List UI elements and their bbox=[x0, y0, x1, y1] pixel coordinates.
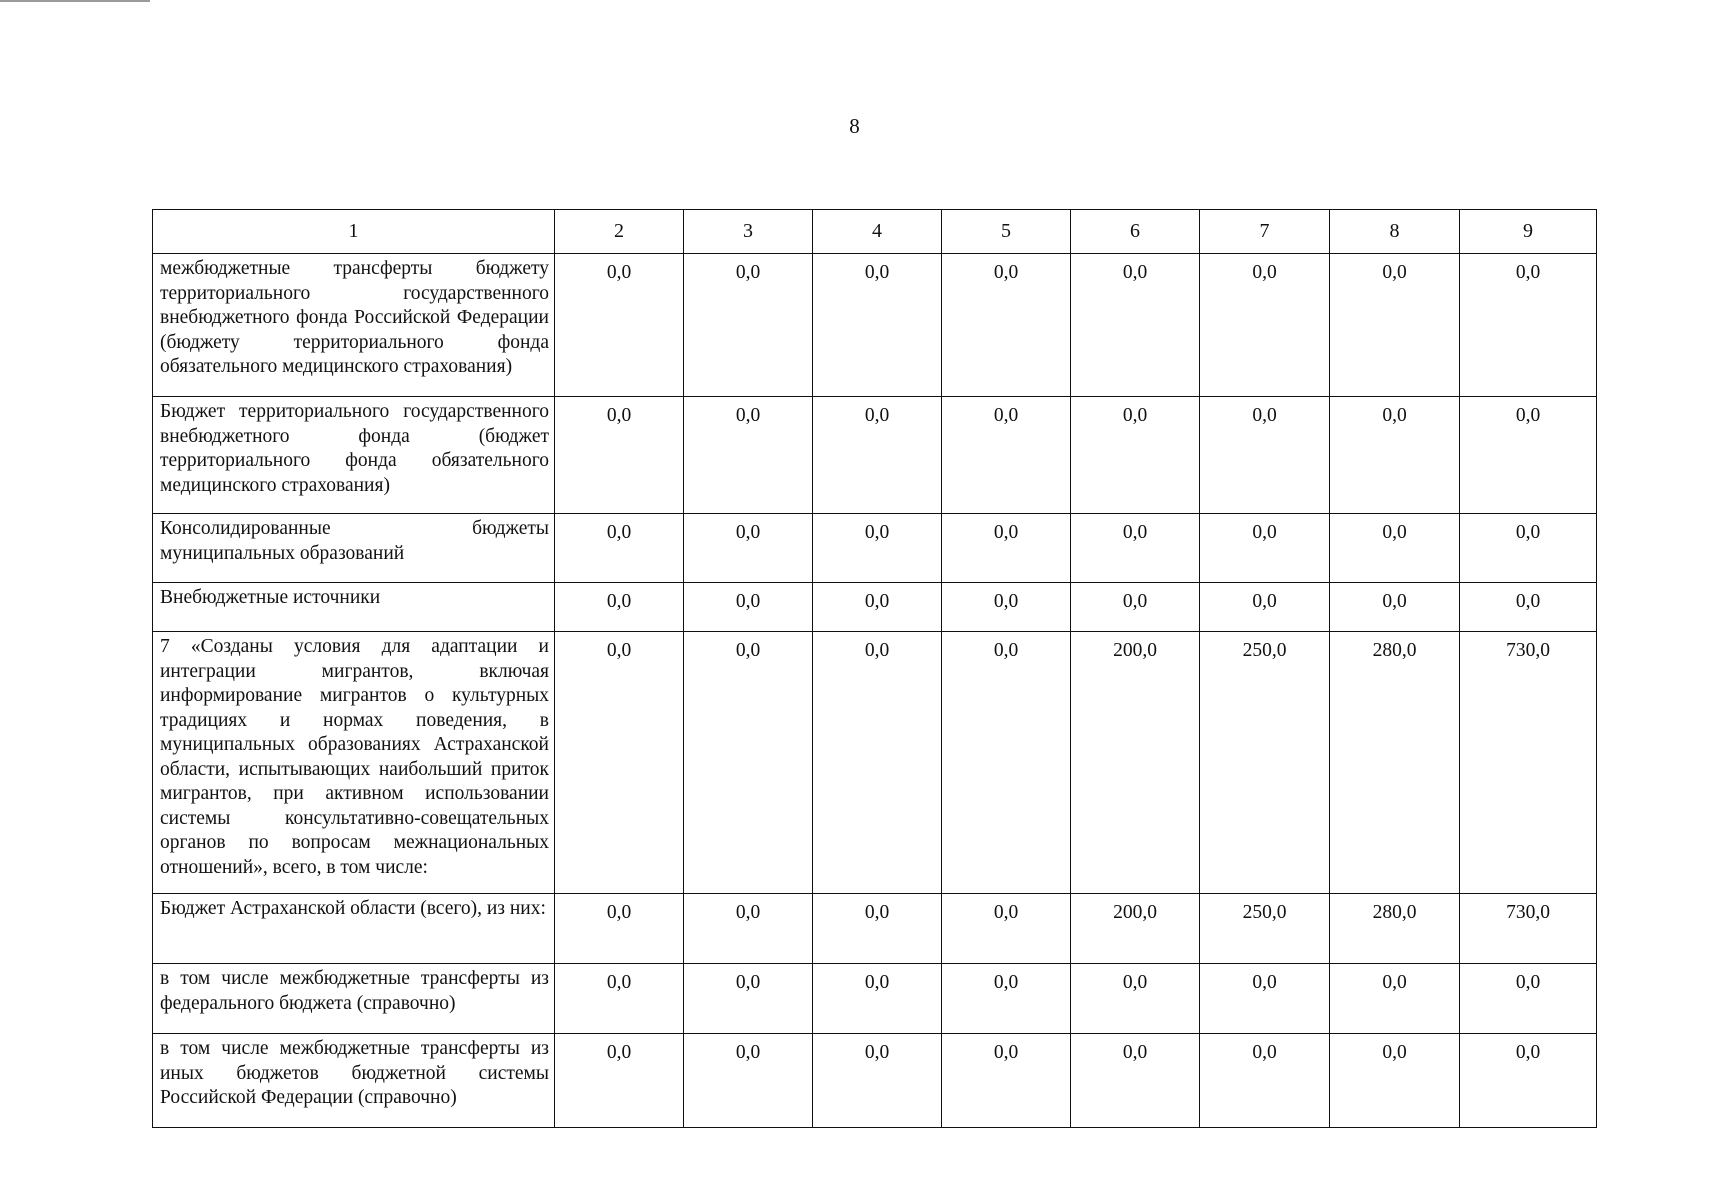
table-cell: 0,0 bbox=[555, 632, 684, 894]
table-header-row bbox=[153, 210, 1597, 254]
table-cell: 0,0 bbox=[555, 514, 684, 583]
table-row bbox=[153, 964, 1597, 1034]
table-cell: 0,0 bbox=[555, 583, 684, 632]
table-cell: 0,0 bbox=[1200, 964, 1330, 1034]
table-cell: 0,0 bbox=[942, 514, 1071, 583]
table-cell: 0,0 bbox=[1071, 964, 1200, 1034]
table-cell: 0,0 bbox=[813, 1034, 942, 1128]
table-cell: 0,0 bbox=[813, 514, 942, 583]
table-cell: 0,0 bbox=[684, 964, 813, 1034]
row-label: межбюджетные трансферты бюджету территориального государственного внебюджетного фонда Российской Федерации (бюджету территориального фонда обязательного медицинского страхования) bbox=[153, 254, 555, 397]
table-cell: 0,0 bbox=[1200, 397, 1330, 514]
table-cell: 280,0 bbox=[1330, 894, 1460, 964]
table-cell: 0,0 bbox=[1200, 514, 1330, 583]
table-cell: 0,0 bbox=[1071, 583, 1200, 632]
table-cell: 0,0 bbox=[1460, 964, 1597, 1034]
budget-table bbox=[152, 209, 1597, 1128]
row-label: Бюджет территориального государственного внебюджетного фонда (бюджет территориального фонда обязательного медицинского страхования) bbox=[153, 397, 555, 514]
table-cell: 0,0 bbox=[1071, 254, 1200, 397]
table-cell: 0,0 bbox=[555, 1034, 684, 1128]
table-cell: 250,0 bbox=[1200, 894, 1330, 964]
table-cell: 0,0 bbox=[1460, 1034, 1597, 1128]
table-cell: 730,0 bbox=[1460, 632, 1597, 894]
table-row bbox=[153, 894, 1597, 964]
table-cell: 0,0 bbox=[1330, 514, 1460, 583]
column-header: 2 bbox=[555, 210, 684, 254]
table-cell: 0,0 bbox=[1460, 254, 1597, 397]
table-row bbox=[153, 397, 1597, 514]
page-number: 8 bbox=[849, 114, 860, 138]
column-header: 7 bbox=[1200, 210, 1330, 254]
table-cell: 0,0 bbox=[1460, 583, 1597, 632]
column-header: 9 bbox=[1460, 210, 1597, 254]
table-cell: 730,0 bbox=[1460, 894, 1597, 964]
column-header: 4 bbox=[813, 210, 942, 254]
table-cell: 0,0 bbox=[1200, 583, 1330, 632]
row-label: Внебюджетные источники bbox=[153, 583, 555, 632]
table-cell: 0,0 bbox=[684, 583, 813, 632]
table-row bbox=[153, 514, 1597, 583]
table-cell: 0,0 bbox=[813, 632, 942, 894]
table-cell: 0,0 bbox=[1071, 1034, 1200, 1128]
row-label: Консолидированные бюджеты муниципальных образований bbox=[153, 514, 555, 583]
row-label: Бюджет Астраханской области (всего), из них: bbox=[153, 894, 555, 964]
column-header: 3 bbox=[684, 210, 813, 254]
table-cell: 0,0 bbox=[1460, 514, 1597, 583]
table-cell: 0,0 bbox=[1460, 397, 1597, 514]
table-row bbox=[153, 254, 1597, 397]
column-header: 1 bbox=[153, 210, 555, 254]
table-row bbox=[153, 1034, 1597, 1128]
table-cell: 0,0 bbox=[813, 583, 942, 632]
table-cell: 0,0 bbox=[942, 254, 1071, 397]
table-cell: 200,0 bbox=[1071, 632, 1200, 894]
table-cell: 0,0 bbox=[1330, 583, 1460, 632]
row-label: в том числе межбюджетные трансферты из федерального бюджета (справочно) bbox=[153, 964, 555, 1034]
scan-edge-mark bbox=[0, 0, 150, 2]
table-cell: 0,0 bbox=[942, 397, 1071, 514]
table-cell: 0,0 bbox=[1330, 397, 1460, 514]
table-cell: 0,0 bbox=[555, 397, 684, 514]
table-cell: 0,0 bbox=[684, 1034, 813, 1128]
table-cell: 0,0 bbox=[1071, 397, 1200, 514]
table-cell: 0,0 bbox=[942, 964, 1071, 1034]
table-cell: 0,0 bbox=[1200, 1034, 1330, 1128]
table-cell: 0,0 bbox=[813, 964, 942, 1034]
table-cell: 0,0 bbox=[684, 632, 813, 894]
table-cell: 200,0 bbox=[1071, 894, 1200, 964]
table-cell: 0,0 bbox=[555, 964, 684, 1034]
row-label: 7 «Созданы условия для адаптации и интеграции мигрантов, включая информирование мигрантов о культурных традициях и нормах поведения, в муниципальных образованиях Астраханской области, испытывающих наибольший приток мигрантов, при активном использовании системы консультативно-совещательных органов по вопросам межнациональных отношений», всего, в том числе: bbox=[153, 632, 555, 894]
table-cell: 0,0 bbox=[1200, 254, 1330, 397]
column-header: 8 bbox=[1330, 210, 1460, 254]
table-cell: 250,0 bbox=[1200, 632, 1330, 894]
table-cell: 0,0 bbox=[1330, 1034, 1460, 1128]
column-header: 6 bbox=[1071, 210, 1200, 254]
table-cell: 0,0 bbox=[1071, 514, 1200, 583]
table-row bbox=[153, 632, 1597, 894]
table-cell: 0,0 bbox=[1330, 254, 1460, 397]
table-cell: 0,0 bbox=[684, 254, 813, 397]
table-cell: 0,0 bbox=[813, 254, 942, 397]
table-cell: 0,0 bbox=[942, 1034, 1071, 1128]
table-cell: 0,0 bbox=[942, 632, 1071, 894]
table-cell: 0,0 bbox=[942, 583, 1071, 632]
table-cell: 280,0 bbox=[1330, 632, 1460, 894]
table-cell: 0,0 bbox=[813, 397, 942, 514]
table-cell: 0,0 bbox=[942, 894, 1071, 964]
table-cell: 0,0 bbox=[684, 894, 813, 964]
table-cell: 0,0 bbox=[684, 397, 813, 514]
column-header: 5 bbox=[942, 210, 1071, 254]
row-label: в том числе межбюджетные трансферты из иных бюджетов бюджетной системы Российской Федерации (справочно) bbox=[153, 1034, 555, 1128]
table-row bbox=[153, 583, 1597, 632]
table-cell: 0,0 bbox=[813, 894, 942, 964]
table-cell: 0,0 bbox=[555, 894, 684, 964]
table-cell: 0,0 bbox=[684, 514, 813, 583]
table-cell: 0,0 bbox=[1330, 964, 1460, 1034]
table-cell: 0,0 bbox=[555, 254, 684, 397]
